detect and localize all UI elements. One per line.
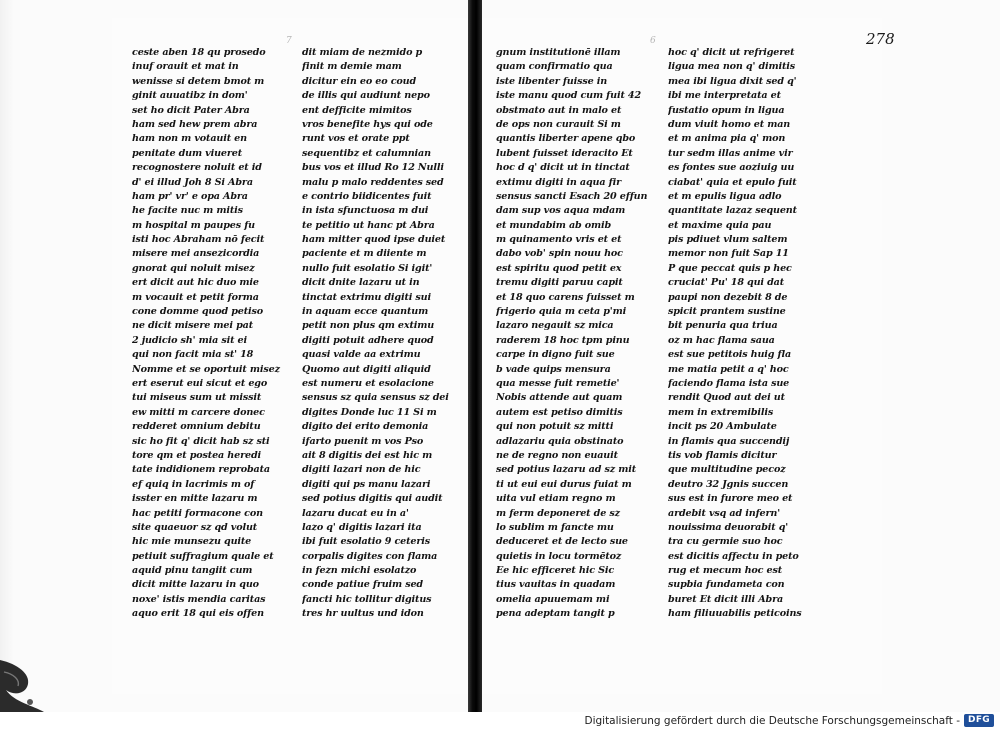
manuscript-line: recognostere noluit et id — [132, 162, 262, 174]
text-column-4 — [668, 46, 850, 622]
manuscript-line: petiuit suffragium quale et — [132, 550, 274, 562]
manuscript-line: rendit Quod aut dei ut — [668, 392, 785, 404]
manuscript-line: Nobis attende aut quam — [496, 392, 623, 404]
manuscript-line: paciente et m diiente m — [302, 248, 427, 260]
folio-number: 278 — [866, 30, 895, 48]
manuscript-line: 2 judicio sh' mia sit ei — [132, 334, 248, 346]
manuscript-line: ent defficite mimitos — [302, 104, 412, 116]
text-column-2 — [302, 46, 462, 622]
manuscript-line: nouissima deuorabit q' — [668, 521, 789, 533]
manuscript-line: he facite nuc m mitis — [132, 205, 243, 217]
manuscript-line: et 18 quo carens fuisset m — [496, 291, 635, 303]
manuscript-line: tis vob flamis dicitur — [668, 449, 777, 461]
manuscript-line: incit ps 20 Ambulate — [668, 421, 777, 433]
manuscript-line: in fezn michi esolatzo — [302, 565, 417, 577]
manuscript-line: iste manu quod cum fuit 42 — [496, 90, 641, 102]
manuscript-line: et m epulis ligua adlo — [668, 190, 782, 202]
manuscript-line: m hospital m paupes fu — [132, 219, 255, 231]
manuscript-line: mem in extremibilis — [668, 406, 774, 418]
manuscript-line: ert eserut eui sicut et ego — [132, 377, 268, 389]
manuscript-line: ait 8 digitis dei est hic m — [302, 449, 433, 461]
manuscript-line: dam sup vos aqua mdam — [496, 205, 626, 217]
manuscript-line: runt vos et orate ppt — [302, 133, 410, 145]
manuscript-line: ti ut eui eui durus fuiat m — [496, 478, 632, 490]
manuscript-line: Quomo aut digiti aliquid — [302, 363, 431, 375]
book-gutter — [468, 0, 482, 712]
manuscript-line: de illis qui audiunt nepo — [302, 90, 430, 102]
manuscript-line: ert dicit aut hic duo mie — [132, 277, 259, 289]
manuscript-line: bit penuria qua triua — [668, 320, 778, 332]
manuscript-line: pena adeptam tangit p — [496, 608, 615, 620]
manuscript-line: dum viuit homo et man — [668, 118, 791, 130]
manuscript-line: tinctat extrimu digiti sui — [302, 291, 431, 303]
manuscript-line: isti hoc Abraham nō fecit — [132, 234, 265, 246]
manuscript-line: aquo erit 18 qui eis offen — [132, 608, 264, 620]
manuscript-line: est numeru et esolacione — [302, 377, 434, 389]
manuscript-line: ne dicit misere mei pat — [132, 320, 253, 332]
manuscript-line: ham mitter quod ipse duiet — [302, 234, 446, 246]
manuscript-line: penitate dum viueret — [132, 147, 243, 159]
manuscript-line: dicit dnite lazaru ut in — [302, 277, 420, 289]
manuscript-line: quietis in locu tormētoz — [496, 550, 622, 562]
manuscript-line: Ee hic efficeret hic Sic — [496, 565, 615, 577]
manuscript-line: sed potius lazaru ad sz mit — [496, 464, 636, 476]
manuscript-line: carpe in digno fuit sue — [496, 349, 615, 361]
manuscript-line: omelia apuuemam mi — [496, 593, 610, 605]
manuscript-line: dit miam de nezmido p — [302, 47, 423, 58]
manuscript-line: d' ei illud Joh 8 Si Abra — [132, 176, 253, 188]
manuscript-line: deduceret et de lecto sue — [496, 536, 628, 548]
manuscript-line: in ista sfunctuosa m dui — [302, 205, 429, 217]
manuscript-line: sic ho fit q' dicit hab sz sti — [132, 435, 270, 447]
manuscript-line: tius vauitas in quadam — [496, 579, 616, 591]
manuscript-line: de ops non curauit Si m — [496, 118, 621, 130]
manuscript-line: in flamis qua succendij — [668, 435, 790, 447]
footer-bar — [0, 712, 1000, 730]
manuscript-line: set ho dicit Pater Abra — [132, 104, 250, 116]
manuscript-line: corpalis digites con flama — [302, 550, 438, 562]
manuscript-line: fancti hic tollitur digitus — [302, 593, 432, 605]
manuscript-line: cone domme quod petiso — [132, 306, 264, 318]
manuscript-line: bus vos et illud Ro 12 Nulli — [302, 162, 444, 174]
manuscript-line: digiti lazari non de hic — [302, 464, 421, 476]
manuscript-line: supbia fundameta con — [668, 579, 785, 591]
manuscript-line: raderem 18 hoc tpm pinu — [496, 334, 630, 346]
manuscript-line: nullo fuit esolatio Si igit' — [302, 262, 433, 274]
manuscript-line: hac petiti formacone con — [132, 507, 263, 519]
manuscript-line: quantitate lazaz sequent — [668, 205, 797, 217]
manuscript-line: deutro 32 Jgnis succen — [668, 478, 789, 490]
manuscript-line: spicit prantem sustine — [668, 306, 786, 318]
manuscript-line: hoc d q' dicit ut in tinctat — [496, 162, 630, 174]
faint-mark-left: 7 — [286, 36, 292, 46]
faint-mark-center: 6 — [650, 36, 656, 46]
manuscript-line: me matia petit a q' hoc — [668, 363, 789, 375]
manuscript-line: quasi valde aa extrimu — [302, 349, 421, 361]
manuscript-line: tate indidionem reprobata — [132, 464, 270, 476]
manuscript-line: te petitio ut hanc pt Abra — [302, 219, 435, 231]
manuscript-line: gnum institutionē illam — [496, 47, 621, 58]
manuscript-line: paupi non dezebit 8 de — [668, 291, 788, 303]
manuscript-line: ne de regno non euauit — [496, 449, 618, 461]
manuscript-line: ew mitti m carcere donec — [132, 406, 265, 418]
manuscript-line: ibi fuit esolatio 9 ceteris — [302, 536, 430, 548]
manuscript-line: ceste aben 18 qu prosedo — [132, 47, 266, 58]
manuscript-line: sensus sz quia sensus sz dei — [302, 392, 449, 404]
manuscript-line: noxe' istis mendia caritas — [132, 593, 266, 605]
manuscript-line: tui miseus sum ut missit — [132, 392, 262, 404]
manuscript-line: qua messe fuit remetie' — [496, 377, 620, 389]
manuscript-line: pis pdiuet vlum saltem — [668, 234, 788, 246]
manuscript-line: uita vul etiam regno m — [496, 493, 616, 505]
manuscript-line: obstmato aut in malo et — [496, 104, 622, 116]
left-page-edge — [0, 0, 14, 712]
manuscript-line: ginit auuatibz in dom' — [132, 90, 248, 102]
manuscript-line: lazo q' digitis lazari ita — [302, 521, 422, 533]
manuscript-line: digiti potuit adhere quod — [302, 334, 434, 346]
manuscript-line: b vade quips mensura — [496, 363, 611, 375]
manuscript-line: cruciat' Pu' 18 qui dat — [668, 277, 785, 289]
text-column-3 — [496, 46, 656, 622]
manuscript-line: ciabat' quia et epulo fuit — [668, 176, 797, 188]
manuscript-line: ligua mea non q' dimitis — [668, 61, 796, 73]
manuscript-line: petit non plus qm extimu — [302, 320, 435, 332]
manuscript-line: in aquam ecce quantum — [302, 306, 429, 318]
manuscript-line: tore qm et postea heredi — [132, 449, 261, 461]
manuscript-line: oz m hac flama saua — [668, 334, 775, 346]
manuscript-line: sed potius digitis qui audit — [302, 493, 443, 505]
manuscript-line: dicit mitte lazaru in quo — [132, 579, 259, 591]
manuscript-line: dicitur ein eo eo coud — [302, 75, 417, 87]
manuscript-line: conde patiue fruim sed — [302, 579, 423, 591]
manuscript-line: tremu digiti paruu capit — [496, 277, 623, 289]
manuscript-line: et mundabim ab omib — [496, 219, 612, 231]
manuscript-line: qui non potuit sz mitti — [496, 421, 614, 433]
manuscript-line: digites Donde luc 11 Si m — [302, 406, 437, 418]
manuscript-line: extimu digiti in aqua fir — [496, 176, 621, 188]
manuscript-line: adlazariu quia obstinato — [496, 435, 624, 447]
text-column-1 — [132, 46, 300, 622]
manuscript-line: finit m demie mam — [302, 61, 402, 73]
funding-credit: Digitalisierung gefördert durch die Deutsche Forschungsgemeinschaft - — [584, 715, 960, 727]
manuscript-line: lubent fuisset ideracito Et — [496, 147, 633, 159]
manuscript-line: est sue petitois huig fla — [668, 349, 792, 361]
manuscript-line: autem est petiso dimitis — [496, 406, 623, 418]
manuscript-line: lo sublim m fancte mu — [496, 521, 614, 533]
manuscript-line: tra cu germie suo hoc — [668, 536, 783, 548]
manuscript-line: est dicitis affectu in peto — [668, 550, 799, 562]
manuscript-line: iste libenter fuisse in — [496, 75, 608, 87]
manuscript-line: inuf orauit et mat in — [132, 61, 239, 73]
manuscript-line: ham filiuuabilis peticoins — [668, 608, 802, 620]
manuscript-line: et maxime quia pau — [668, 219, 772, 231]
manuscript-line: mea ibi ligua dixit sed q' — [668, 75, 797, 87]
manuscript-line: vros benefite hys qui ode — [302, 118, 433, 130]
manuscript-line: hoc q' dicit ut refrigeret — [668, 47, 795, 58]
manuscript-line: digito dei erito demonia — [302, 421, 429, 433]
manuscript-line: gnorat qui noluit misez — [132, 262, 255, 274]
manuscript-line: frigerio quia m ceta p'mi — [496, 306, 627, 318]
manuscript-line: ardebit vsq ad infern' — [668, 507, 781, 519]
manuscript-line: sequentibz et calumnian — [302, 147, 431, 159]
manuscript-line: sensus sancti Esach 20 effun — [496, 190, 648, 202]
dfg-logo[interactable]: DFG — [964, 714, 994, 727]
manuscript-line: rug et mecum hoc est — [668, 565, 783, 577]
manuscript-line: ibi me interpretata et — [668, 90, 781, 102]
manuscript-line: hic mie munsezu quite — [132, 536, 252, 548]
manuscript-line: fustatio opum in ligua — [668, 104, 785, 116]
manuscript-line: quantis liberter apene qbo — [496, 133, 636, 145]
manuscript-line: site quaeuor sz qd volut — [132, 521, 258, 533]
manuscript-line: misere mei ansezicordia — [132, 248, 260, 260]
manuscript-line: m ferm deponeret de sz — [496, 507, 620, 519]
corner-ornament-icon — [0, 650, 46, 712]
manuscript-line: digiti qui ps manu lazari — [302, 478, 431, 490]
manuscript-line: tur sedm illas anime vir — [668, 147, 793, 159]
manuscript-line: ham pr' vr' e opa Abra — [132, 190, 248, 202]
manuscript-line: ham non m votauit en — [132, 133, 247, 145]
manuscript-line: ef quiq in lacrimis m of — [132, 478, 255, 490]
manuscript-line: es fontes sue aoziuig uu — [668, 162, 795, 174]
manuscript-line: est spiritu quod petit ex — [496, 262, 622, 274]
manuscript-line: lazaro negauit sz mica — [496, 320, 614, 332]
manuscript-line: ifarto puenit m vos Pso — [302, 435, 424, 447]
manuscript-line: qui non facit mia st' 18 — [132, 349, 254, 361]
manuscript-line: que multitudine pecoz — [668, 464, 786, 476]
manuscript-line: m quinamento vris et et — [496, 234, 622, 246]
manuscript-line: redderet omnium debitu — [132, 421, 261, 433]
manuscript-line: aquid pinu tangiit cum — [132, 565, 253, 577]
manuscript-line: malu p malo reddentes sed — [302, 176, 444, 188]
manuscript-line: isster en mitte lazaru m — [132, 493, 258, 505]
manuscript-line: et m anima pia q' mon — [668, 133, 786, 145]
manuscript-line: Nomme et se oportuit misez — [132, 363, 280, 375]
manuscript-line: e contrio biidicentes fuit — [302, 190, 432, 202]
manuscript-line: ham sed hew prem abra — [132, 118, 258, 130]
manuscript-line: memor non fuit Sap 11 — [668, 248, 789, 260]
manuscript-line: lazaru ducat eu in a' — [302, 507, 409, 519]
manuscript-line: dabo vob' spin nouu hoc — [496, 248, 623, 260]
manuscript-line: tres hr uultus und idon — [302, 608, 424, 620]
manuscript-line: m vocauit et petit forma — [132, 291, 259, 303]
manuscript-line: quam confirmatio qua — [496, 61, 613, 73]
manuscript-line: buret Et dicit illi Abra — [668, 593, 784, 605]
manuscript-line: P que peccat quis p hec — [668, 262, 792, 274]
manuscript-line: sus est in furore meo et — [668, 493, 793, 505]
manuscript-line: faciendo flama ista sue — [668, 377, 790, 389]
manuscript-line: wenisse si detem bmot m — [132, 75, 265, 87]
